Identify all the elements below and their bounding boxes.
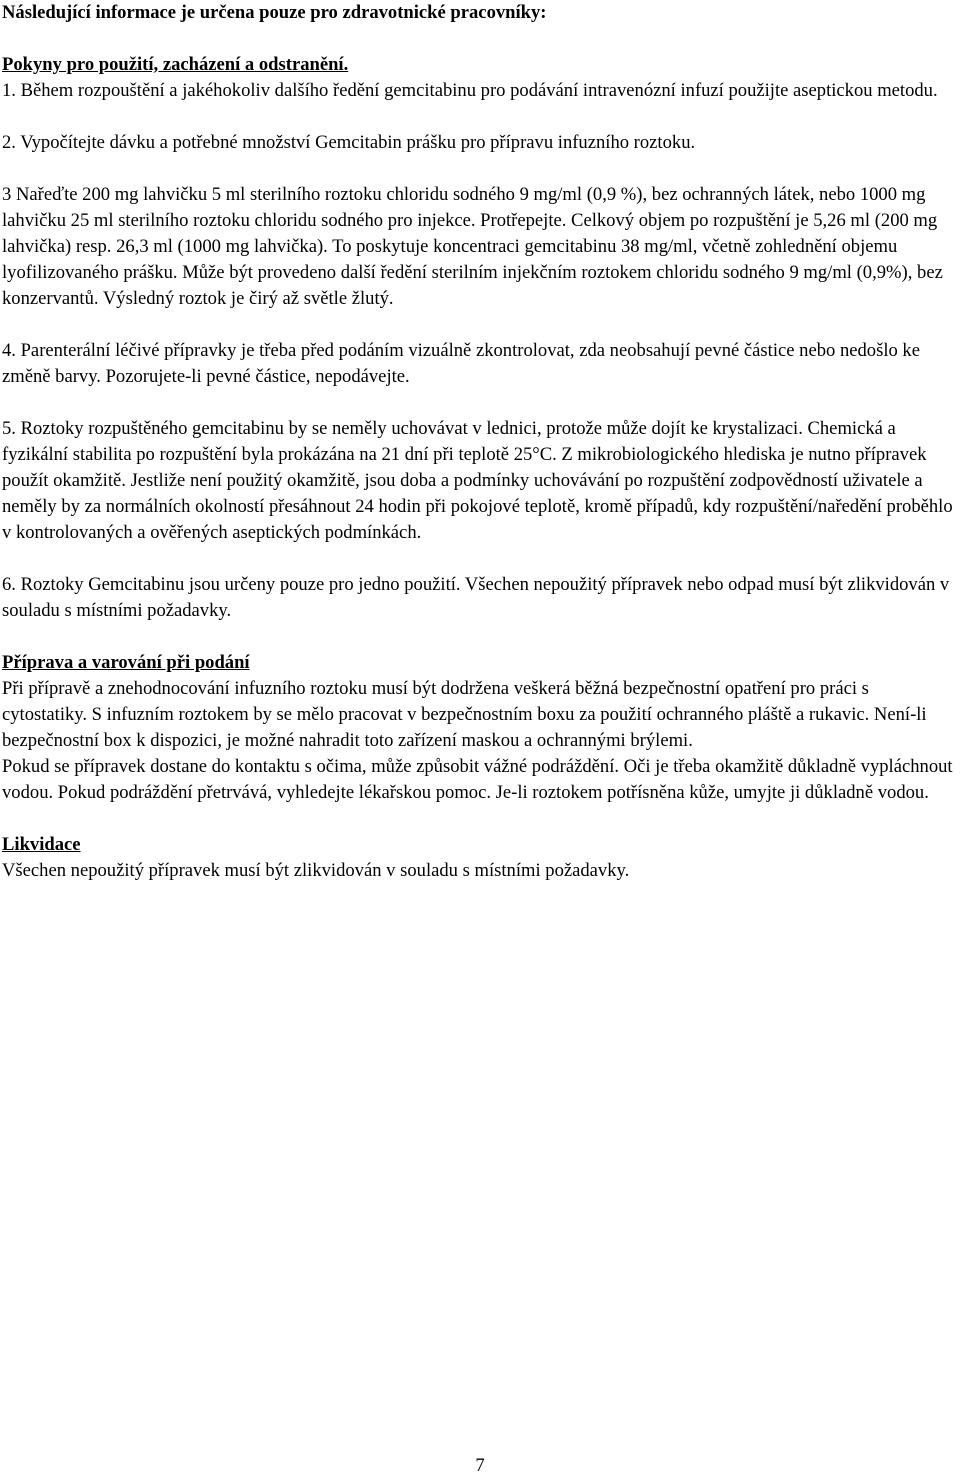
intro-heading: Následující informace je určena pouze pro zdravotnické pracovníky: [2,2,547,23]
preparation-paragraph-2: Pokud se přípravek dostane do kontaktu s očima, může způsobit vážné podráždění. Oči je třeba okamžitě důkladně vypláchnout vodou. Pokud podráždění přetrvává, vyhledejte lékařskou pomoc. Je-li roztokem potřísněna kůže, umyjte ji důkladně vodou. [2,756,953,803]
instruction-step-2: 2. Vypočítejte dávku a potřebné množství Gemcitabin prášku pro přípravu infuzního roztoku. [2,132,696,153]
spacer [2,312,958,338]
page-number: 7 [475,1455,485,1476]
disposal-heading: Likvidace [2,834,81,855]
instruction-step-3: 3 Nařeďte 200 mg lahvičku 5 ml sterilního roztoku chloridu sodného 9 mg/ml (0,9 %), bez ochranných látek, nebo 1000 mg lahvičku 25 ml sterilního roztoku chloridu sodného pro injekce. Protřepejte. Celkový objem po rozpuštění je 5,26 ml (200 mg lahvička) resp. 26,3 ml (1000 mg lahvička). To poskytuje koncentraci gemcitabinu 38 mg/ml, včetně zohlednění objemu lyofilizovaného prášku. Může být provedeno další ředění sterilním injekčním roztokem chloridu sodného 9 mg/ml (0,9%), bez konzervantů. Výsledný roztok je čirý až světle žlutý. [2,184,943,309]
spacer [2,156,958,182]
spacer [2,546,958,572]
spacer [2,104,958,130]
spacer [2,390,958,416]
document-page [2,0,958,884]
instruction-step-6: 6. Roztoky Gemcitabinu jsou určeny pouze pro jedno použití. Všechen nepoužitý přípravek nebo odpad musí být zlikvidován v souladu s místními požadavky. [2,574,950,621]
instructions-heading: Pokyny pro použití, zacházení a odstranění. [2,54,349,75]
spacer [2,806,958,832]
instruction-step-4: 4. Parenterální léčivé přípravky je třeba před podáním vizuálně zkontrolovat, zda neobsahují pevné částice nebo nedošlo ke změně barvy. Pozorujete-li pevné částice, nepodávejte. [2,340,920,387]
preparation-paragraph-1: Při přípravě a znehodnocování infuzního roztoku musí být dodržena veškerá běžná bezpečnostní opatření pro práci s cytostatiky. S infuzním roztokem by se mělo pracovat v bezpečnostním boxu za použití ochranného pláště a rukavic. Není-li bezpečnostní box k dispozici, je možné nahradit toto zařízení maskou a ochrannými brýlemi. [2,678,927,751]
preparation-heading: Příprava a varování při podání [2,652,250,673]
instruction-step-1: 1. Během rozpouštění a jakéhokoliv dalšího ředění gemcitabinu pro podávání intravenózní infuzí použijte aseptickou metodu. [2,80,938,101]
spacer [2,26,958,52]
disposal-paragraph: Všechen nepoužitý přípravek musí být zlikvidován v souladu s místními požadavky. [2,860,630,881]
instruction-step-5: 5. Roztoky rozpuštěného gemcitabinu by se neměly uchovávat v lednici, protože může dojít ke krystalizaci. Chemická a fyzikální stabilita po rozpuštění byla prokázána na 21 dní při teplotě 25°C. Z mikrobiologického hlediska je nutno přípravek použít okamžitě. Jestliže není použitý okamžitě, jsou doba a podmínky uchovávání po rozpuštění zodpovědností uživatele a neměly by za normálních okolností přesáhnout 24 hodin při pokojové teplotě, kromě případů, kdy rozpuštění/naředění proběhlo v kontrolovaných a ověřených aseptických podmínkách. [2,418,953,543]
spacer [2,624,958,650]
